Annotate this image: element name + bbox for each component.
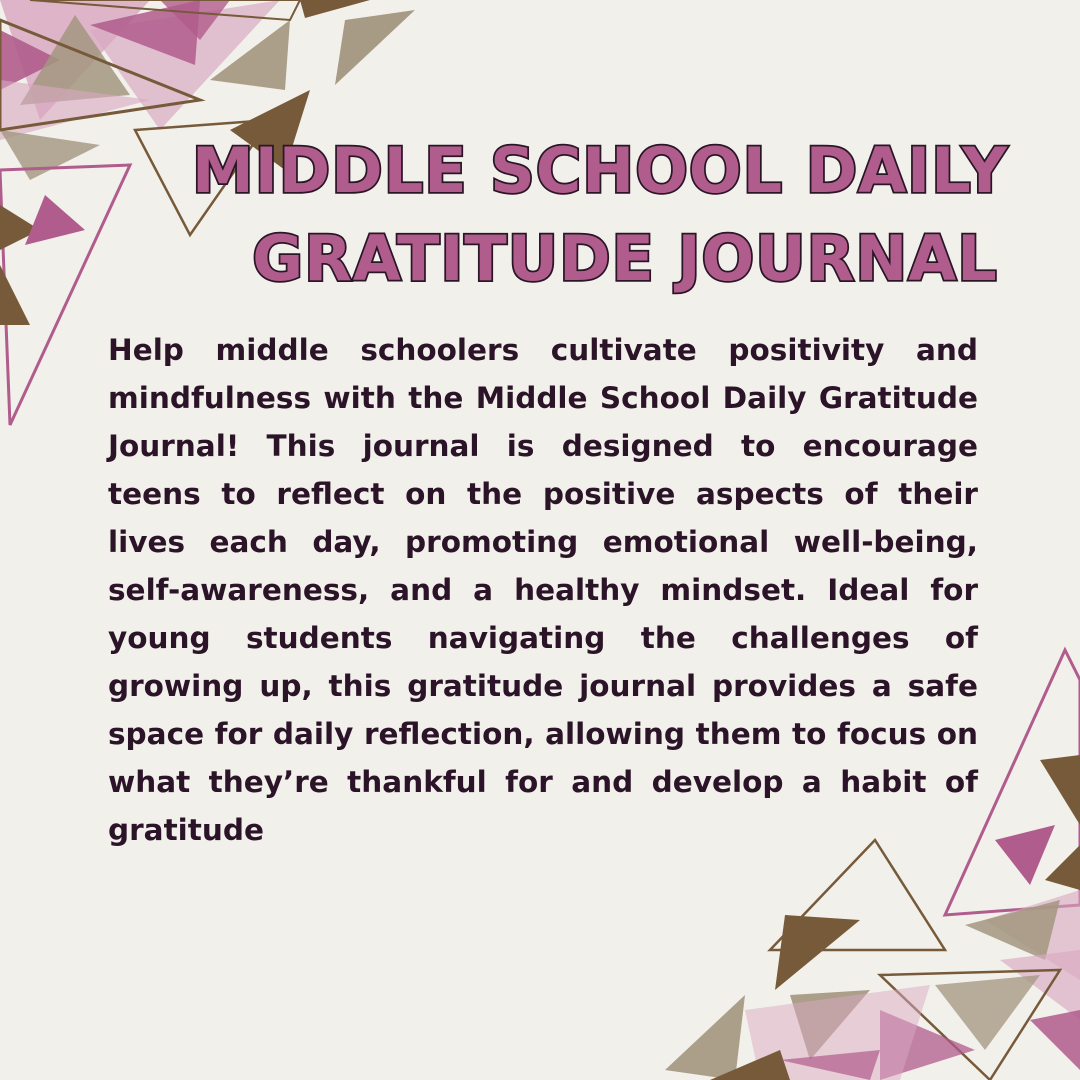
page-title-line-2: GRATITUDE JOURNAL: [252, 222, 998, 295]
description-paragraph: Help middle schoolers cultivate positivity and mindfulness with the Middle School Daily Gratitude Journal! This journal is designed to encourage teens to reflect on the positive aspects of their lives each day, promoting emotional well-being, self-awareness, and a healthy mindset. Ideal for young students navigating the challenges of growing up, this gratitude journal provides a safe space for daily reflection, allowing them to focus on what they’re thankful for and develop a habit of gratitude: [108, 333, 978, 847]
page-title-line-1: MIDDLE SCHOOL DAILY: [192, 134, 1008, 207]
